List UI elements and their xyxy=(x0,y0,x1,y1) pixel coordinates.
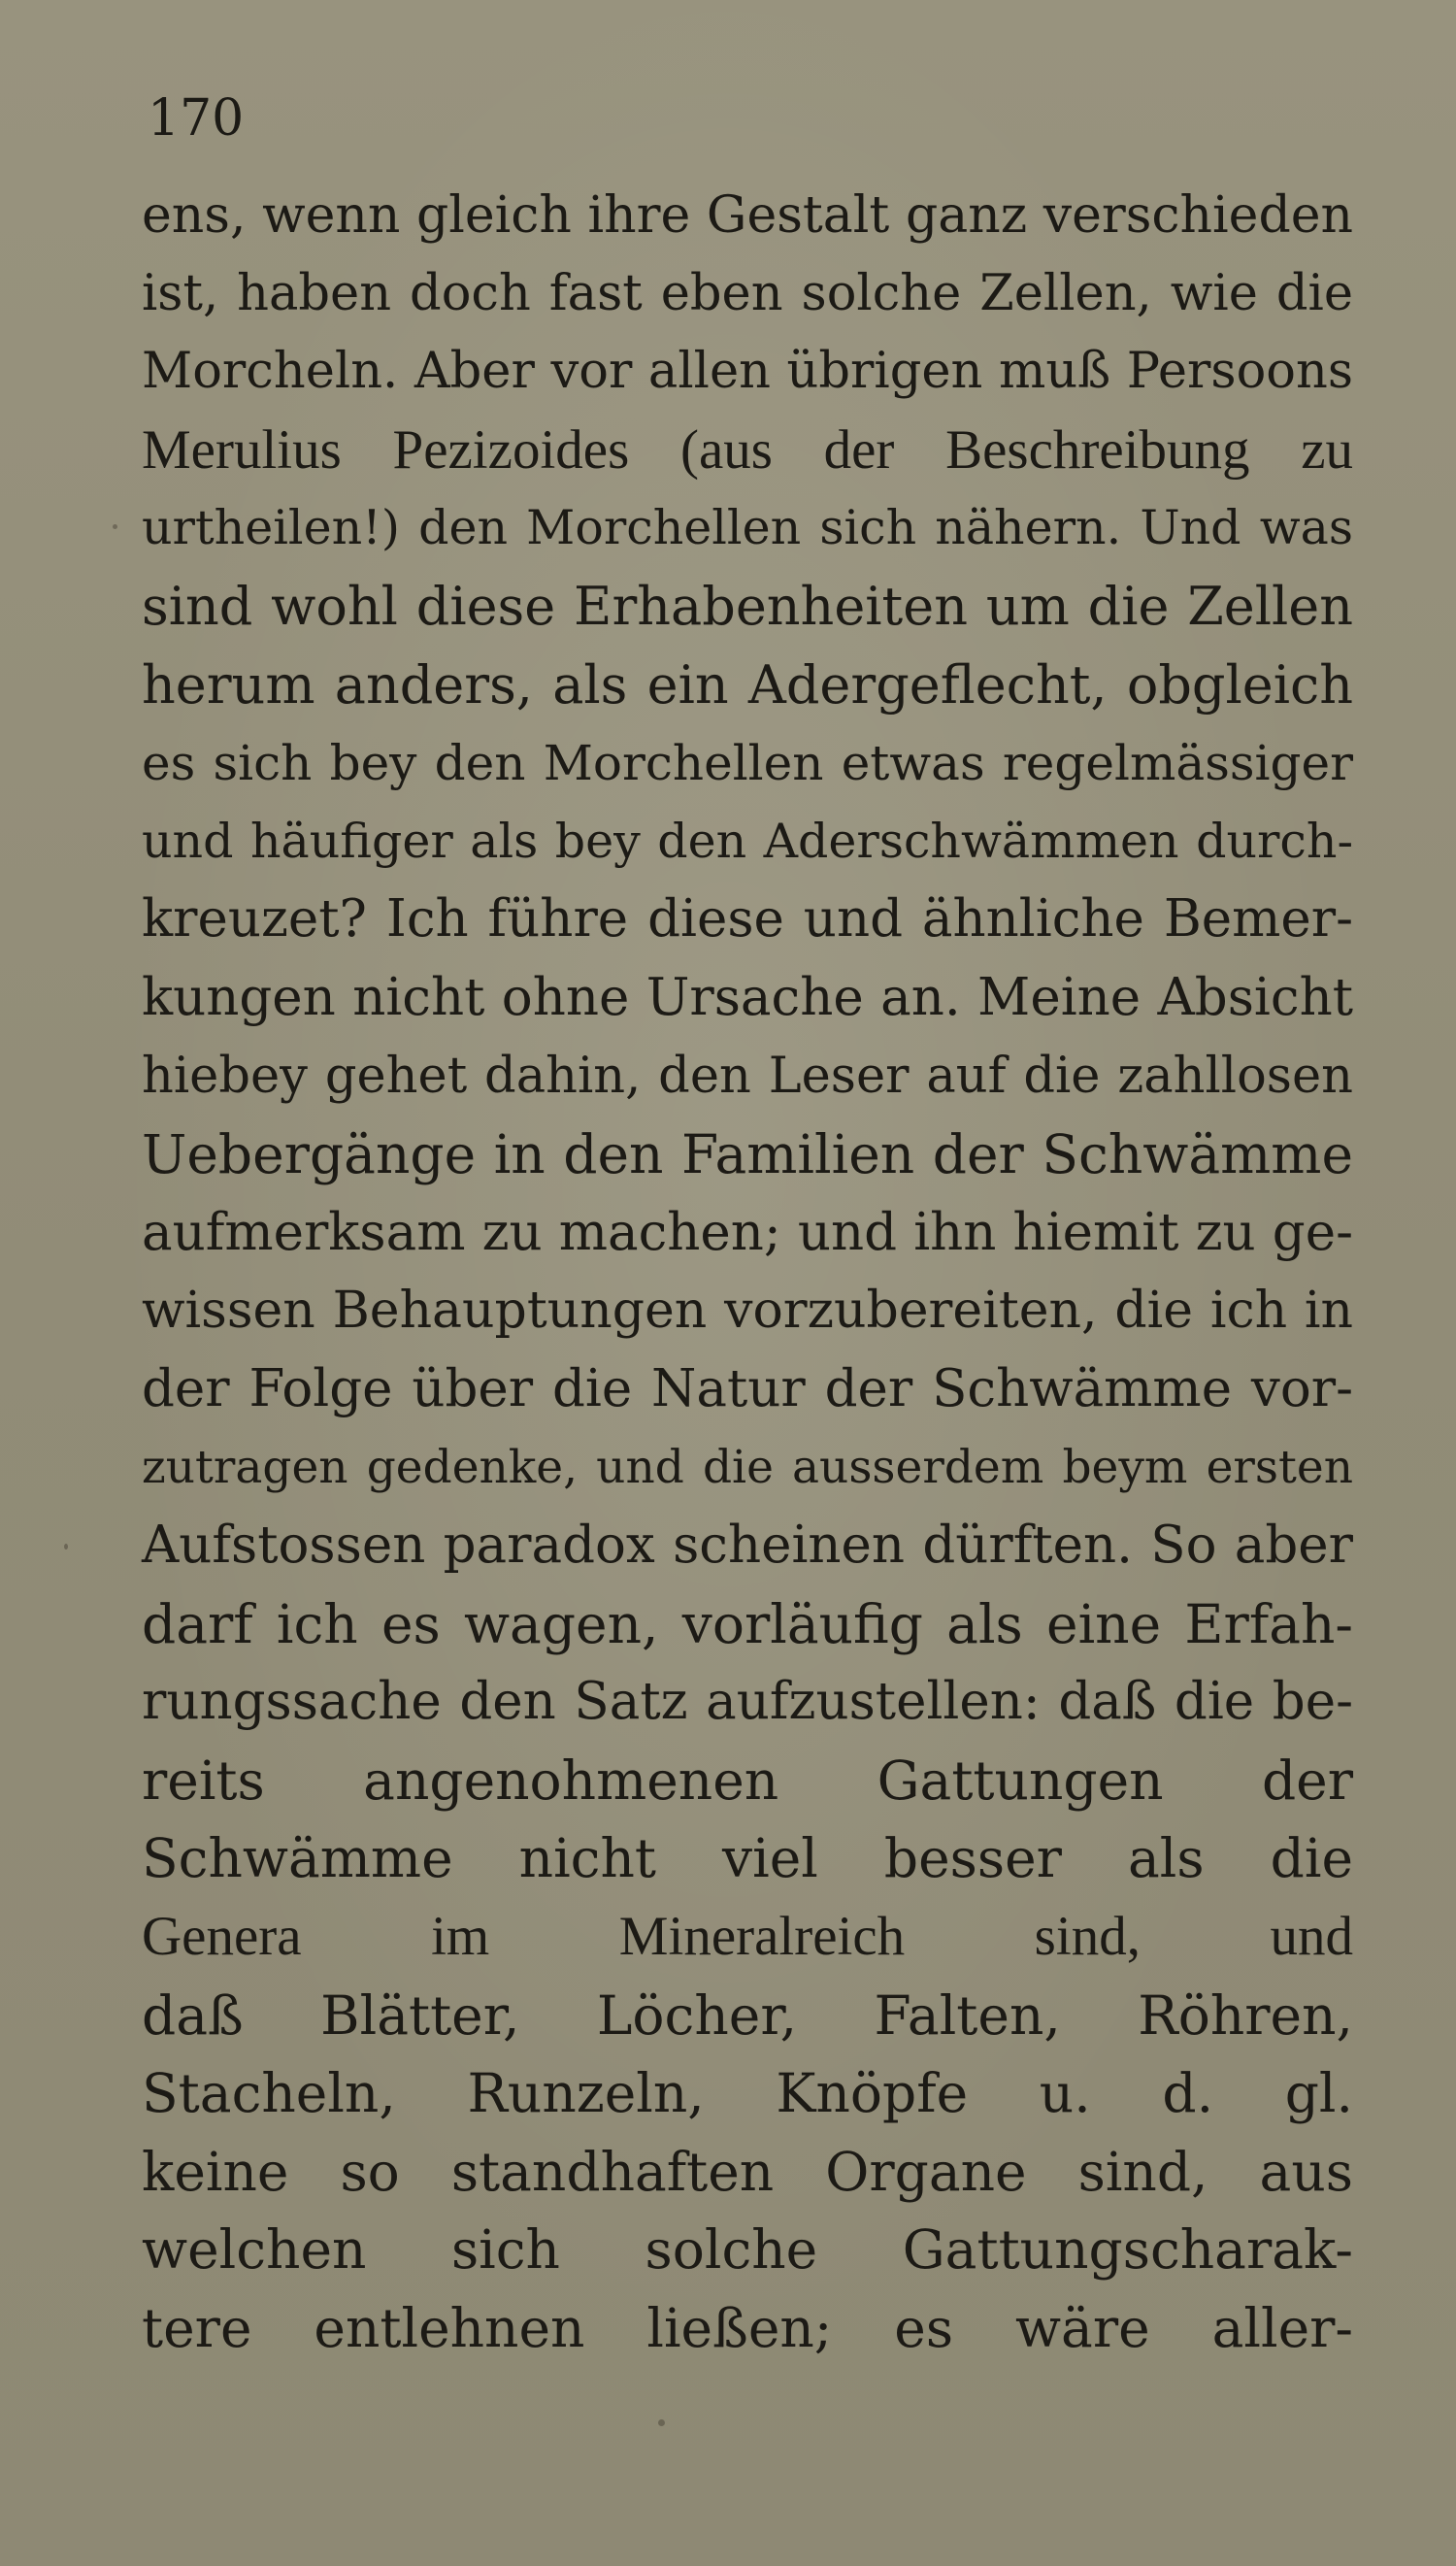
text-line: der Folge über die Natur der Schwämme vor- xyxy=(142,1358,1353,1418)
text-line: Aufstossen paradox scheinen dürften. So aber xyxy=(142,1516,1353,1576)
text-line: welchen sich solche Gattungscharak- xyxy=(142,2218,1353,2282)
text-line: Genera im Mineralreich sind, und xyxy=(142,1906,1353,1968)
text-line: kreuzet? Ich führe diese und ähnliche Bemer- xyxy=(142,889,1353,950)
text-line: und häufiger als bey den Aderschwämmen durch- xyxy=(142,813,1353,869)
body-text xyxy=(142,177,1353,2368)
text-line: rungssache den Satz aufzustellen: daß die be- xyxy=(142,1672,1353,1732)
text-line: Morcheln. Aber vor allen übrigen muß Persoons xyxy=(142,343,1353,401)
text-line: Stacheln, Runzeln, Knöpfe u. d. gl. xyxy=(142,2062,1353,2125)
text-line: wissen Behauptungen vorzubereiten, die ich in xyxy=(142,1282,1353,1341)
text-line: urtheilen!) den Morchellen sich nähern. Und was xyxy=(142,500,1353,556)
text-line: Schwämme nicht viel besser als die xyxy=(142,1827,1353,1890)
text-line: hiebey gehet dahin, den Leser auf die zahllosen xyxy=(142,1047,1353,1105)
page-number: 170 xyxy=(148,89,245,148)
text-line: darf ich es wagen, vorläufig als eine Erfah- xyxy=(142,1592,1353,1655)
text-line: reits angenohmenen Gattungen der xyxy=(142,1749,1353,1812)
paper-speck xyxy=(658,2419,665,2426)
text-line: aufmerksam zu machen; und ihn hiemit zu ge- xyxy=(142,1202,1353,1262)
text-line: tere entlehnen ließen; es wäre aller- xyxy=(142,2297,1353,2360)
text-line: Uebergänge in den Familien der Schwämme xyxy=(142,1123,1353,1186)
text-line: zutragen gedenke, und die ausserdem beym ersten xyxy=(142,1440,1353,1494)
text-line: es sich bey den Morchellen etwas regelmässiger xyxy=(142,735,1353,792)
text-line: ist, haben doch fast eben solche Zellen, wie die xyxy=(142,264,1353,322)
text-line: sind wohl diese Erhabenheiten um die Zellen xyxy=(142,575,1353,637)
paper-speck xyxy=(113,524,117,529)
text-line: herum anders, als ein Adergeflecht, obgleich xyxy=(142,653,1353,716)
text-line: kungen nicht ohne Ursache an. Meine Absicht xyxy=(142,967,1353,1027)
text-line: Merulius Pezizoides (aus der Beschreibung zu xyxy=(142,418,1353,481)
paper-speck xyxy=(64,1544,68,1550)
text-line: ens, wenn gleich ihre Gestalt ganz verschieden xyxy=(142,186,1353,245)
text-line: keine so standhaften Organe sind, aus xyxy=(142,2140,1353,2203)
text-line: daß Blätter, Löcher, Falten, Röhren, xyxy=(142,1983,1353,2047)
